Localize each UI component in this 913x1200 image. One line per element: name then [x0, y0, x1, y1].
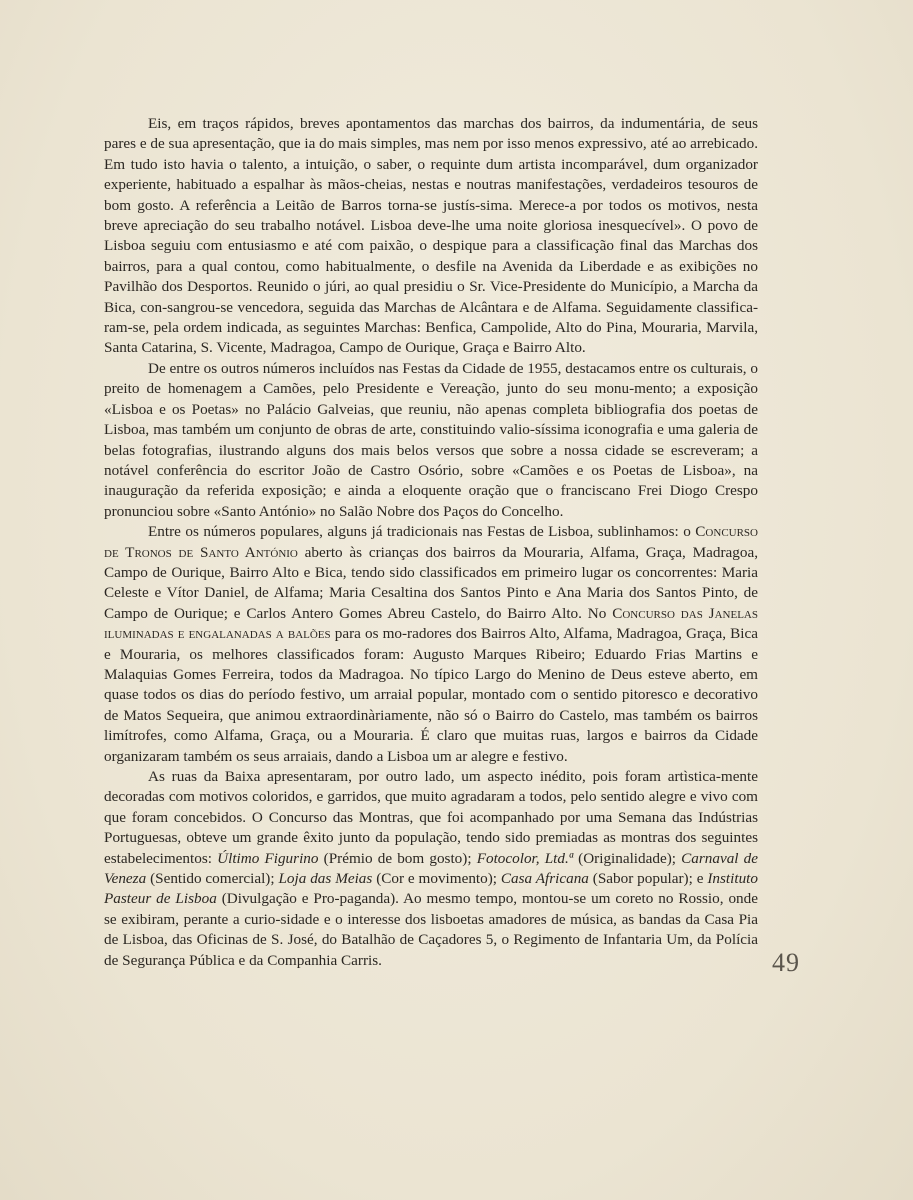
- page-number: 49: [772, 948, 800, 977]
- text-segment: (Originalidade);: [572, 849, 682, 867]
- shop-name: Carnaval de Veneza: [104, 849, 759, 888]
- contest-title-thrones: Concurso de Tronos de Santo António: [104, 523, 758, 561]
- text-segment: Entre os números populares, alguns já tradicionais nas Festas de Lisboa, sublinhamos: o: [148, 523, 696, 541]
- text-segment: (Prémio de bom gosto);: [318, 849, 477, 867]
- text-segment: (Sabor popular); e: [588, 870, 708, 888]
- text-segment: As ruas da Baixa apresentaram, por outro lado, um aspecto inédito, pois foram artìstica-mente decoradas com motivos coloridos, e garridos, que muito agradaram a todos, pelo sentido alegre e vivo com que foram concebidos. O Concurso das Montras, que foi acompanhado por uma Semana das Indústrias Portuguesas, obteve um grande êxito junto da população, tendo sido premiadas as montras dos seguintes estabelecimentos:: [104, 768, 758, 867]
- shop-name: Fotocolor, Ltd.ª: [476, 849, 573, 867]
- text-segment: (Cor e movimento);: [372, 870, 501, 888]
- shop-name: Casa Africana: [500, 870, 589, 888]
- text-segment: Eis, em traços rápidos, breves apontamentos das marchas dos bairros, da indumentária, de seus pares e de sua apresentação, que ia do mais simples, mas nem por isso menos expressivo, até ao arrebicado. Em tudo isto havia o talento, a intuição, o saber, o requinte dum artista incomparável, dum organizador experiente, habituado a espalhar às mãos-cheias, nestas e noutras manifestações, verdadeiros tesouros de bom gosto. A referência a Leitão de Barros torna-se justís-sima. Merece-a por todos os motivos, nesta breve apreciação do seu trabalho notável. Lisboa deve-lhe uma noite gloriosa inesquecível». O povo de Lisboa seguiu com entusiasmo e até com paixão, o despique para a classificação final das Marchas dos bairros, para a qual contou, como habitualmente, o desfile na Avenida da Liberdade e as exibições no Pavilhão dos Desportos. Reunido o júri, ao qual presidiu o Sr. Vice-Presidente do Município, a Marcha da Bica, con-sangrou-se vencedora, seguida das Marchas de Alcântara e de Alfama. Seguidamente classifica-ram-se, pela ordem indicada, as seguintes Marchas: Benfica, Campolide, Alto do Pina, Mouraria, Marvila, Santa Catarina, S. Vicente, Madragoa, Campo de Ourique, Graça e Bairro Alto.: [104, 115, 758, 357]
- text-segment: para os mo-radores dos Bairros Alto, Alfama, Madragoa, Graça, Bica e Mouraria, os melhores classificados foram: Augusto Marques Ribeiro; Eduardo Frias Martins e Malaquias Gomes Ferreira, todos da Madragoa. No típico Largo do Menino de Deus esteve aberto, em quase todos os dias do período festivo, um arraial popular, montado com o sentido pitoresco e decorativo de Matos Sequeira, que animou extraordinàriamente, não só o Bairro do Castelo, mas também os bairros limítrofes, como Alfama, Graça, ou a Mouraria. É claro que muitas ruas, largos e bairros da Cidade organizaram também os seus arraiais, dando a Lisboa um ar alegre e festivo.: [104, 625, 758, 765]
- shop-name: Último Figurino: [217, 849, 319, 867]
- paragraph-2: [104, 359, 758, 522]
- paragraph-4: [104, 767, 758, 971]
- text-segment: aberto às crianças dos bairros da Mouraria, Alfama, Graça, Madragoa, Campo de Ourique, Bairro Alto e Bica, tendo sido classificados em primeiro lugar os concorrentes: Maria Celeste e Vítor Daniel, de Alfama; Maria Cesaltina dos Santos Pinto e Ana Maria dos Santos Pinto, de Campo de Ourique; e Carlos Antero Gomes Abreu Castelo, do Bairro Alto. No: [104, 543, 758, 622]
- text-segment: (Sentido comercial);: [146, 870, 279, 888]
- text-segment: (Divulgação e Pro-paganda). Ao mesmo tempo, montou-se um coreto no Rossio, onde se exibiram, perante a curio-sidade e o interesse dos lisboetas amadores de música, as bandas da Casa Pia de Lisboa, das Oficinas de S. José, do Batalhão de Caçadores 5, o Regimento de Infantaria Um, da Polícia de Segurança Pública e da Companhia Carris.: [104, 890, 758, 969]
- shop-name: Loja das Meias: [278, 870, 373, 888]
- shop-name: Instituto Pasteur de Lisboa: [104, 870, 758, 908]
- contest-title-windows: Concurso das Janelas iluminadas e engalanadas a balões: [104, 604, 758, 643]
- paragraph-3: [104, 522, 758, 767]
- text-segment: De entre os outros números incluídos nas Festas da Cidade de 1955, destacamos entre os culturais, o preito de homenagem a Camões, pelo Presidente e Vereação, junto do seu monu-mento; a exposição «Lisboa e os Poetas» no Palácio Galveias, que reuniu, não apenas completa bibliografia dos poetas de Lisboa, mas também um conjunto de obras de arte, constituindo valio-síssima iconografia e uma galeria de belas fotografias, ilustrando alguns dos mais belos versos que sobre a nossa cidade se escreveram; a notável conferência do escritor João de Castro Osório, sobre «Camões e os Poetas de Lisboa», na inauguração da referida exposição; e ainda a eloquente oração que o franciscano Frei Diogo Crespo pronunciou sobre «Santo António» no Salão Nobre dos Paços do Concelho.: [104, 359, 758, 520]
- paragraph-1: [104, 114, 758, 359]
- body-text: [104, 114, 758, 971]
